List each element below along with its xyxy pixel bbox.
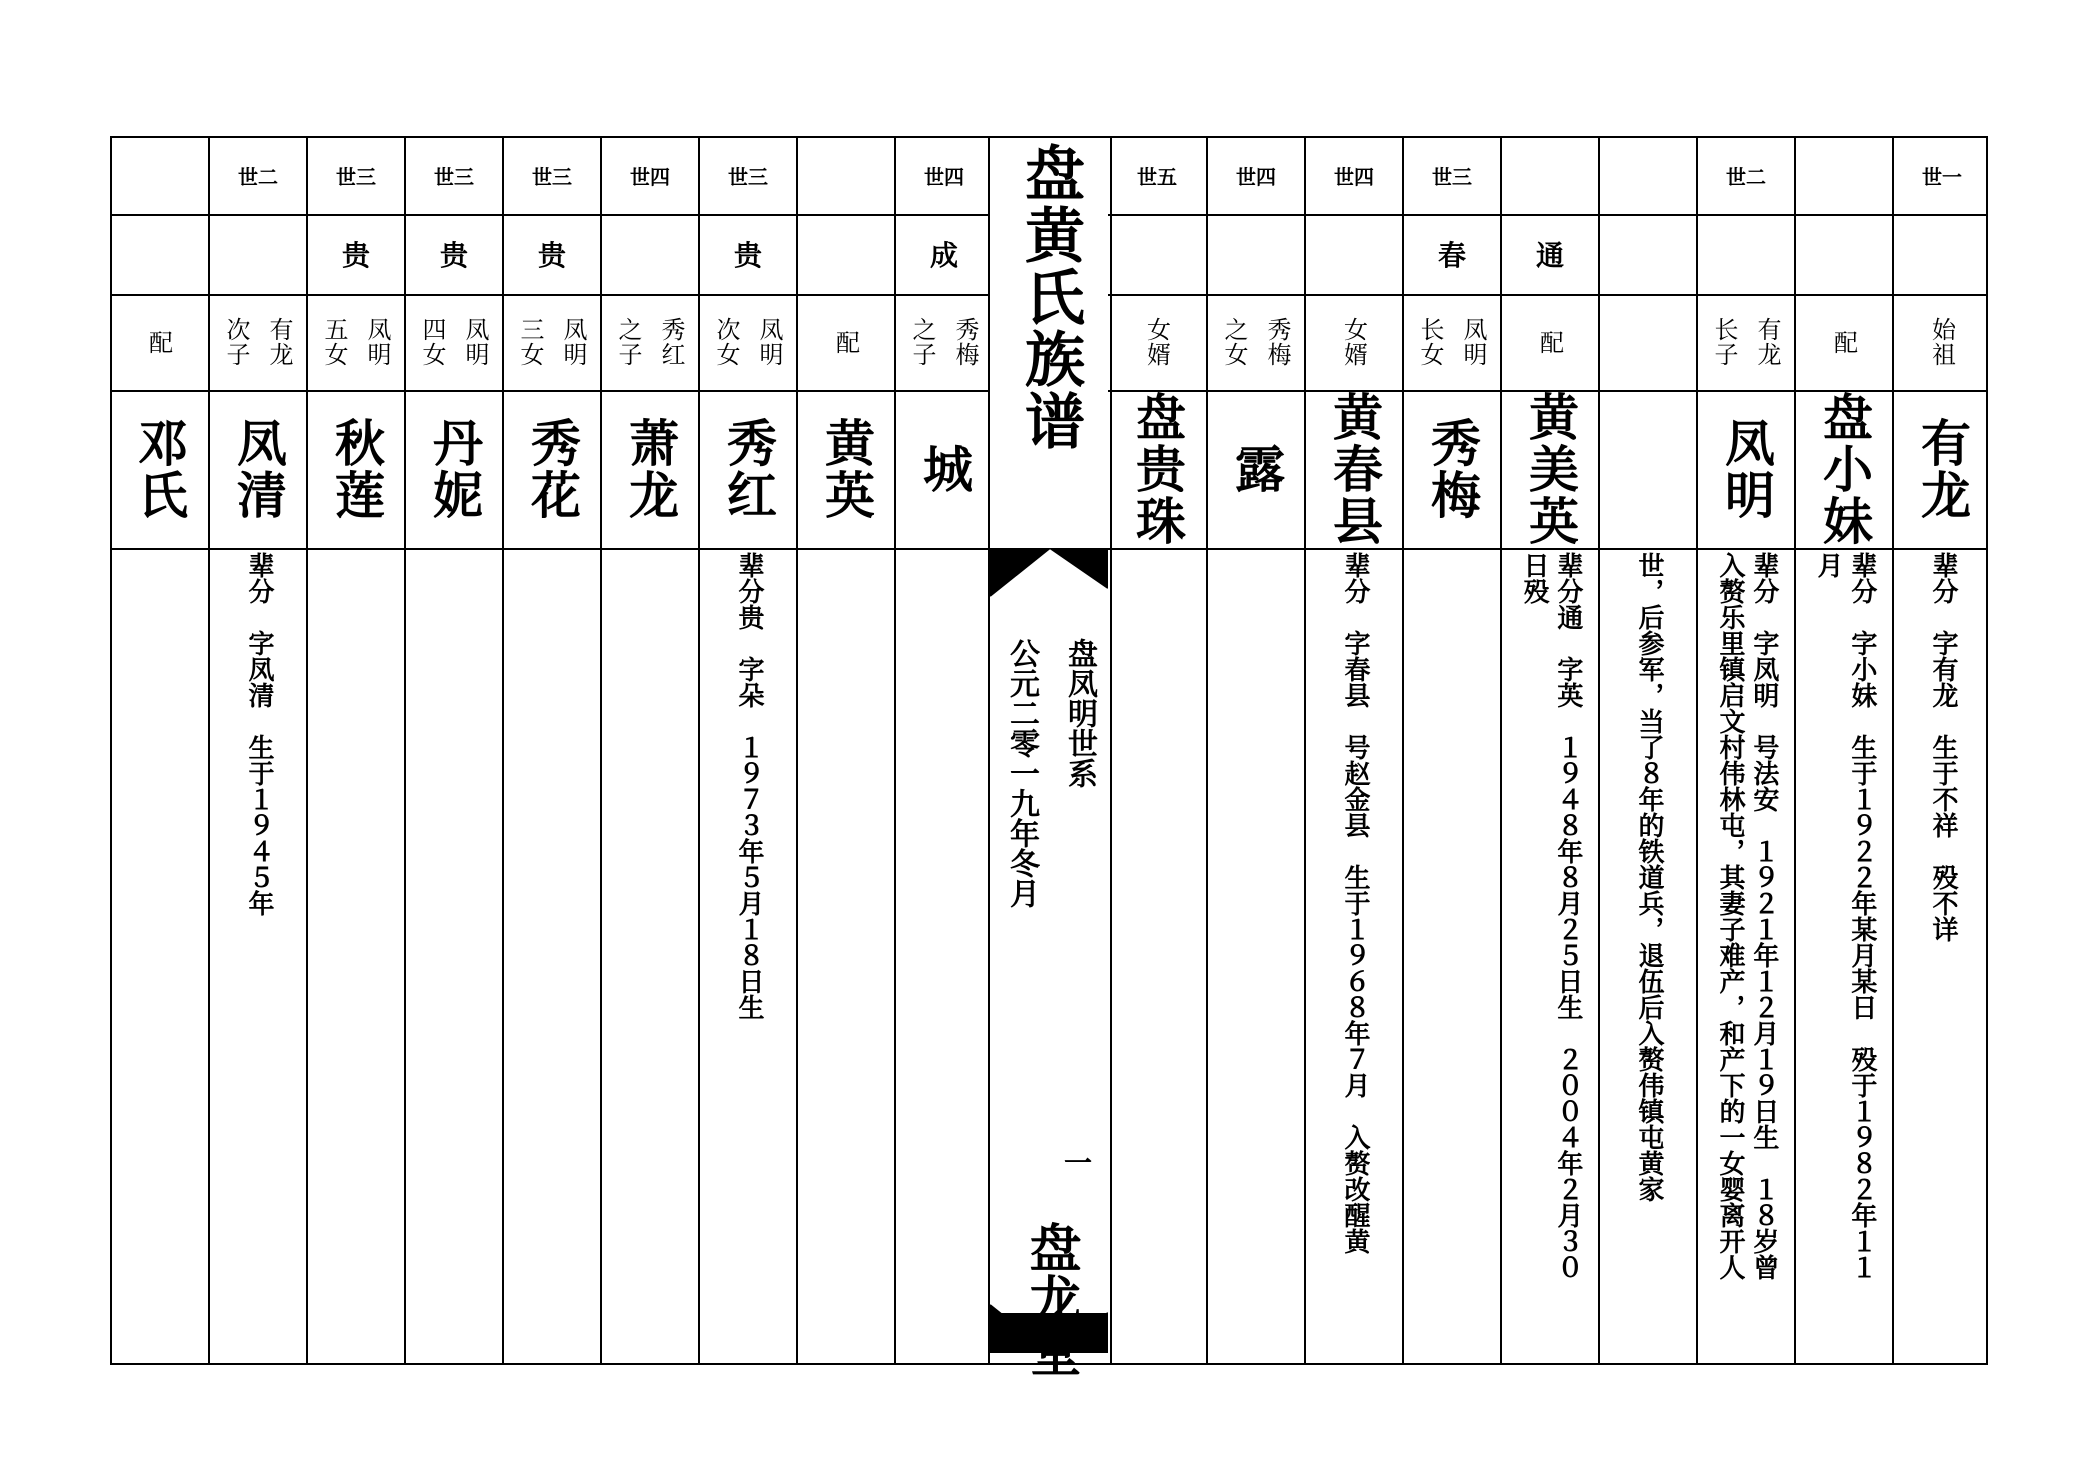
member-name: 盘贵珠 bbox=[1128, 391, 1187, 547]
relation-text: 配 bbox=[144, 329, 173, 355]
biography-text: 月 bbox=[1813, 552, 1843, 578]
biography-cell bbox=[1208, 548, 1304, 1365]
top-fishtail bbox=[990, 548, 1108, 596]
generation-label: 世三 bbox=[336, 164, 376, 189]
biography-cell bbox=[504, 548, 600, 1365]
biography-cell bbox=[308, 548, 404, 1365]
generation-label bbox=[110, 136, 208, 214]
member-column bbox=[208, 136, 306, 1365]
generation-label: 世四 bbox=[924, 164, 964, 189]
biography-cell bbox=[1796, 548, 1892, 1365]
member-column bbox=[1598, 136, 1696, 1365]
generation-label bbox=[1600, 136, 1696, 214]
biography-text: 辈分 字凤清 生于１９４５年 bbox=[243, 552, 274, 916]
biography-text: 世，后参军，当了８年的铁道兵，退伍后入赘伟镇屯黄家 bbox=[1633, 552, 1664, 1202]
member-name-cell bbox=[210, 390, 306, 548]
generation-label: 世一 bbox=[1922, 164, 1962, 189]
generation-label: 世四 bbox=[1334, 164, 1374, 189]
relation-cell bbox=[308, 294, 404, 390]
relation-cell bbox=[406, 294, 502, 390]
generation-label: 世三 bbox=[434, 164, 474, 189]
hall-name: 盘龙堂 bbox=[1020, 1221, 1081, 1377]
generation-word bbox=[798, 214, 894, 294]
biography-text: 辈分 字春县 号赵金县 生于１９６８年７月 入赘改醒黄 bbox=[1339, 552, 1370, 1254]
generation-word: 贵 bbox=[733, 239, 762, 272]
relation-cell bbox=[1796, 294, 1892, 390]
member-name: 黄英 bbox=[817, 417, 876, 521]
book-title: 盘黄氏族谱 bbox=[1015, 142, 1085, 452]
member-name-cell bbox=[1502, 390, 1598, 548]
member-column bbox=[1892, 136, 1990, 1365]
member-name: 丹妮 bbox=[425, 417, 484, 521]
member-name: 萧龙 bbox=[621, 417, 680, 521]
member-name: 露 bbox=[1227, 443, 1286, 495]
generation-label: 世三 bbox=[1432, 164, 1472, 189]
generation-word: 贵 bbox=[341, 239, 370, 272]
relation-cell bbox=[798, 294, 894, 390]
member-name-cell bbox=[308, 390, 404, 548]
member-name: 盘小妹 bbox=[1815, 391, 1874, 547]
relation-cell bbox=[1208, 294, 1304, 390]
relation-text: 之女 bbox=[1220, 317, 1248, 367]
generation-word: 春 bbox=[1437, 239, 1466, 272]
member-column bbox=[1794, 136, 1892, 1365]
relation-text: 之子 bbox=[614, 317, 642, 367]
relation-cell bbox=[896, 294, 992, 390]
relation-text: 次女 bbox=[712, 317, 740, 367]
relation-text: 秀梅 bbox=[951, 317, 979, 367]
member-name-cell bbox=[1600, 390, 1696, 548]
biography-cell bbox=[1600, 548, 1696, 1365]
generation-label: 世二 bbox=[1726, 164, 1766, 189]
generation-word: 成 bbox=[929, 239, 958, 272]
member-name: 城 bbox=[915, 443, 974, 495]
biography-text: 日殁 bbox=[1519, 552, 1549, 604]
relation-cell bbox=[1502, 294, 1598, 390]
generation-label bbox=[1796, 136, 1892, 214]
member-name: 秋莲 bbox=[327, 417, 386, 521]
branch-line: 盘凤明世系 bbox=[1062, 638, 1097, 788]
relation-text: 次子 bbox=[222, 317, 250, 367]
relation-cell bbox=[1600, 294, 1696, 390]
member-name: 黄美英 bbox=[1521, 391, 1580, 547]
generation-label: 世二 bbox=[238, 164, 278, 189]
relation-cell bbox=[1894, 294, 1990, 390]
generation-word bbox=[210, 214, 306, 294]
member-name-cell bbox=[406, 390, 502, 548]
relation-cell bbox=[1306, 294, 1402, 390]
biography-text: 辈分通 字英 １９４８年８月２５日生 ２００４年２月３０ bbox=[1552, 552, 1583, 1280]
relation-cell bbox=[110, 294, 208, 390]
relation-text: 女婿 bbox=[1142, 317, 1171, 367]
relation-text: 有龙 bbox=[265, 317, 293, 367]
generation-word bbox=[1108, 214, 1206, 294]
member-name-cell bbox=[1404, 390, 1500, 548]
biography-cell bbox=[110, 548, 208, 1365]
relation-cell bbox=[1108, 294, 1206, 390]
relation-text: 配 bbox=[831, 329, 860, 355]
generation-label: 世三 bbox=[532, 164, 572, 189]
member-column bbox=[600, 136, 698, 1365]
member-name-cell bbox=[700, 390, 796, 548]
relation-text: 之子 bbox=[908, 317, 936, 367]
biography-cell bbox=[1502, 548, 1598, 1365]
generation-label: 世四 bbox=[630, 164, 670, 189]
relation-text: 四女 bbox=[418, 317, 446, 367]
relation-text: 凤明 bbox=[559, 317, 587, 367]
member-name-cell bbox=[1698, 390, 1794, 548]
member-column bbox=[1304, 136, 1402, 1365]
generation-label: 世五 bbox=[1137, 164, 1177, 189]
generation-label: 世四 bbox=[1236, 164, 1276, 189]
biography-text: 辈分 字凤明 号法安 １９２１年１２月１９日生 １８岁曾 bbox=[1748, 552, 1779, 1280]
generation-word bbox=[1208, 214, 1304, 294]
relation-cell bbox=[210, 294, 306, 390]
relation-cell bbox=[504, 294, 600, 390]
biography-cell bbox=[700, 548, 796, 1365]
relation-cell bbox=[602, 294, 698, 390]
relation-text: 配 bbox=[1535, 329, 1564, 355]
biography-text: 入赘乐里镇启文村伟林屯，其妻子难产，和产下的一女婴离开人 bbox=[1715, 552, 1745, 1280]
member-name: 秀梅 bbox=[1423, 417, 1482, 521]
generation-word bbox=[1306, 214, 1402, 294]
generation-word bbox=[1894, 214, 1990, 294]
member-column bbox=[306, 136, 404, 1365]
biography-cell bbox=[798, 548, 894, 1365]
generation-word bbox=[1796, 214, 1892, 294]
relation-text: 凤明 bbox=[755, 317, 783, 367]
relation-text: 凤明 bbox=[1459, 317, 1487, 367]
relation-text: 长女 bbox=[1416, 317, 1444, 367]
generation-word bbox=[110, 214, 208, 294]
hall-name-cell bbox=[990, 1221, 1110, 1377]
generation-label bbox=[1502, 136, 1598, 214]
member-name-cell bbox=[798, 390, 894, 548]
member-column bbox=[1402, 136, 1500, 1365]
relation-text: 凤明 bbox=[363, 317, 391, 367]
relation-text: 长子 bbox=[1710, 317, 1738, 367]
biography-cell bbox=[1894, 548, 1990, 1365]
biography-cell bbox=[602, 548, 698, 1365]
member-column bbox=[1696, 136, 1794, 1365]
relation-text: 秀红 bbox=[657, 317, 685, 367]
book-title-cell bbox=[990, 136, 1110, 548]
member-name: 邓氏 bbox=[130, 417, 189, 521]
generation-label: 世三 bbox=[728, 164, 768, 189]
generation-word bbox=[602, 214, 698, 294]
member-column bbox=[404, 136, 502, 1365]
member-name-cell bbox=[602, 390, 698, 548]
page-number: 一 bbox=[1060, 1148, 1093, 1176]
member-name: 秀红 bbox=[719, 417, 778, 521]
generation-word bbox=[1600, 214, 1696, 294]
relation-cell bbox=[1698, 294, 1794, 390]
member-name-cell bbox=[504, 390, 600, 548]
member-name-cell bbox=[1208, 390, 1304, 548]
member-name-cell bbox=[110, 390, 208, 548]
member-name: 凤明 bbox=[1717, 417, 1776, 521]
title-column bbox=[988, 136, 1112, 1377]
member-column bbox=[502, 136, 600, 1365]
member-name: 黄春县 bbox=[1325, 391, 1384, 547]
biography-text: 辈分贵 字朵 １９７３年５月１８日生 bbox=[733, 552, 764, 1020]
relation-text: 有龙 bbox=[1753, 317, 1781, 367]
relation-cell bbox=[1404, 294, 1500, 390]
member-name: 有龙 bbox=[1913, 417, 1972, 521]
member-name: 凤清 bbox=[229, 417, 288, 521]
generation-word: 贵 bbox=[439, 239, 468, 272]
biography-cell bbox=[1698, 548, 1794, 1365]
relation-text: 始祖 bbox=[1927, 317, 1956, 367]
biography-cell bbox=[1108, 548, 1206, 1365]
relation-text: 五女 bbox=[320, 317, 348, 367]
biography-cell bbox=[210, 548, 306, 1365]
relation-cell bbox=[700, 294, 796, 390]
member-column bbox=[796, 136, 894, 1365]
member-name-cell bbox=[1796, 390, 1892, 548]
biography-cell bbox=[1404, 548, 1500, 1365]
member-column bbox=[1500, 136, 1598, 1365]
member-column bbox=[1108, 136, 1206, 1365]
date-line: 公元二零一九年冬月 bbox=[1004, 638, 1039, 908]
generation-label bbox=[798, 136, 894, 214]
center-text bbox=[990, 638, 1110, 908]
generation-word: 贵 bbox=[537, 239, 566, 272]
member-column bbox=[894, 136, 992, 1365]
relation-text: 凤明 bbox=[461, 317, 489, 367]
member-name: 秀花 bbox=[523, 417, 582, 521]
generation-word bbox=[1698, 214, 1794, 294]
member-column bbox=[1206, 136, 1304, 1365]
member-name-cell bbox=[1108, 390, 1206, 548]
relation-text: 女婿 bbox=[1339, 317, 1368, 367]
relation-text: 秀梅 bbox=[1263, 317, 1291, 367]
generation-word: 通 bbox=[1535, 239, 1564, 272]
member-name-cell bbox=[1894, 390, 1990, 548]
relation-text: 配 bbox=[1829, 329, 1858, 355]
member-column bbox=[110, 136, 208, 1365]
member-column bbox=[698, 136, 796, 1365]
biography-text: 辈分 字有龙 生于不祥 殁不详 bbox=[1927, 552, 1958, 942]
relation-text: 三女 bbox=[516, 317, 544, 367]
biography-cell bbox=[896, 548, 992, 1365]
biography-text: 辈分 字小妹 生于１９２２年某月某日 殁于１９８２年１１ bbox=[1846, 552, 1877, 1280]
member-name-cell bbox=[896, 390, 992, 548]
biography-cell bbox=[406, 548, 502, 1365]
biography-cell bbox=[1306, 548, 1402, 1365]
member-name-cell bbox=[1306, 390, 1402, 548]
